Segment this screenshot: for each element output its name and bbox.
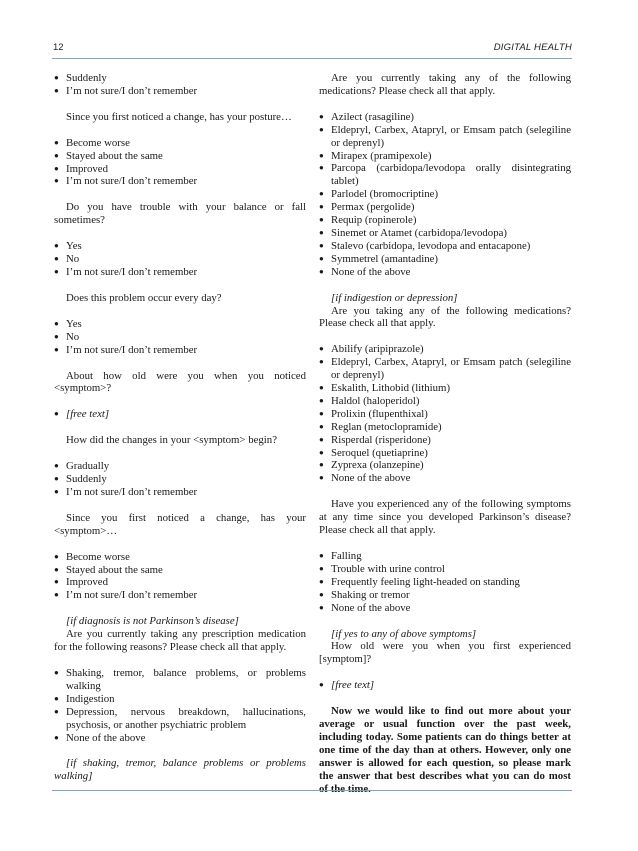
- list-item: ● [free text]: [54, 408, 306, 421]
- condition-indigestion: [if indigestion or depression]: [331, 291, 458, 304]
- list-item: ● Eldepryl, Carbex, Atapryl, or Emsam patch (selegiline or deprenyl): [319, 356, 571, 382]
- list-item: ● Improved: [54, 163, 306, 176]
- list-item: ● Improved: [54, 576, 306, 589]
- list-item: ● Reglan (metoclopramide): [319, 421, 571, 434]
- list-item: ● I’m not sure/I don’t remember: [54, 589, 306, 602]
- question-begin: How did the changes in your <symptom> begin?: [66, 434, 277, 447]
- option-list: [54, 137, 306, 189]
- option-list: [54, 72, 306, 98]
- list-item: ● Risperdal (risperidone): [319, 434, 571, 447]
- list-item: ● Mirapex (pramipexole): [319, 150, 571, 163]
- right-column: [319, 72, 571, 796]
- list-item: ● Seroquel (quetiaprine): [319, 447, 571, 460]
- condition-shaking: [if shaking, tremor, balance problems or problems walking]: [54, 757, 306, 783]
- list-item: ● Sinemet or Atamet (carbidopa/levodopa): [319, 227, 571, 240]
- option-list: [319, 343, 571, 485]
- condition-yes-symptoms: [if yes to any of above symptoms]: [331, 627, 477, 640]
- list-item: ● Parcopa (carbidopa/levodopa orally disintegrating tablet): [319, 162, 571, 188]
- question-balance: Do you have trouble with your balance or fall sometimes?: [54, 201, 306, 227]
- list-item: ● Stayed about the same: [54, 150, 306, 163]
- list-item: ● I’m not sure/I don’t remember: [54, 266, 306, 279]
- list-item: ● None of the above: [319, 266, 571, 279]
- list-item: ● Permax (pergolide): [319, 201, 571, 214]
- list-item: ● Azilect (rasagiline): [319, 111, 571, 124]
- list-item: ● [free text]: [319, 679, 571, 692]
- option-list: [54, 460, 306, 499]
- list-item: ● Become worse: [54, 137, 306, 150]
- list-item: ● None of the above: [319, 602, 571, 615]
- list-item: ● Depression, nervous breakdown, hallucinations, psychosis, or another psychiatric problem: [54, 706, 306, 732]
- question-age-noticed: About how old were you when you noticed <symptom>?: [54, 369, 306, 395]
- question-everyday: Does this problem occur every day?: [66, 291, 222, 304]
- question-medications-2: Are you taking any of the following medications? Please check all that apply.: [319, 304, 571, 330]
- list-item: ● Stalevo (carbidopa, levodopa and entacapone): [319, 240, 571, 253]
- running-title: DIGITAL HEALTH: [493, 42, 572, 53]
- option-list: [54, 408, 306, 421]
- list-item: ● Eldepryl, Carbex, Atapryl, or Emsam patch (selegiline or deprenyl): [319, 124, 571, 150]
- list-item: ● Eskalith, Lithobid (lithium): [319, 382, 571, 395]
- list-item: ● None of the above: [54, 732, 306, 745]
- list-item: ● Yes: [54, 240, 306, 253]
- option-list: [54, 551, 306, 603]
- list-item: ● Haldol (haloperidol): [319, 395, 571, 408]
- list-item: ● Yes: [54, 318, 306, 331]
- list-item: ● Requip (ropinerole): [319, 214, 571, 227]
- list-item: ● No: [54, 253, 306, 266]
- question-prescription: Are you currently taking any prescription medication for the following reasons? Please check all that apply.: [54, 628, 306, 654]
- list-item: ● Prolixin (flupenthixal): [319, 408, 571, 421]
- option-list: [54, 318, 306, 357]
- list-item: ● Zyprexa (olanzepine): [319, 459, 571, 472]
- option-list: [54, 667, 306, 744]
- list-item: ● Abilify (aripiprazole): [319, 343, 571, 356]
- list-item: ● Gradually: [54, 460, 306, 473]
- list-item: ● Symmetrel (amantadine): [319, 253, 571, 266]
- header-rule: [52, 58, 572, 59]
- footer-rule: [52, 790, 572, 791]
- list-item: ● Shaking or tremor: [319, 589, 571, 602]
- list-item: ● Parlodel (bromocriptine): [319, 188, 571, 201]
- condition-diagnosis: [if diagnosis is not Parkinson’s disease]: [66, 615, 239, 628]
- page-number: 12: [53, 42, 64, 53]
- list-item: ● Stayed about the same: [54, 564, 306, 577]
- list-item: ● I’m not sure/I don’t remember: [54, 344, 306, 357]
- left-column: [54, 72, 306, 783]
- question-posture: Since you first noticed a change, has your posture…: [66, 110, 292, 123]
- list-item: ● Suddenly: [54, 473, 306, 486]
- list-item: ● Become worse: [54, 551, 306, 564]
- option-list: [319, 111, 571, 279]
- list-item: ● Frequently feeling light-headed on standing: [319, 576, 571, 589]
- list-item: ● Indigestion: [54, 693, 306, 706]
- question-since-change: Since you first noticed a change, has your <symptom>…: [54, 511, 306, 537]
- list-item: ● I’m not sure/I don’t remember: [54, 486, 306, 499]
- question-medications-1: Are you currently taking any of the following medications? Please check all that apply.: [319, 72, 571, 97]
- list-item: ● No: [54, 331, 306, 344]
- option-list: [319, 679, 571, 692]
- question-age-experienced: How old were you when you first experienced [symptom]?: [319, 640, 571, 666]
- instructions-paragraph: Now we would like to find out more about your average or usual function over the past week, including today. Some patients can do things better at one time of the day than at others. However, only one answer is allowed for each question, so please mark the answer that best describes what you can do most of the time.: [319, 705, 571, 795]
- list-item: ● None of the above: [319, 472, 571, 485]
- list-item: ● Shaking, tremor, balance problems, or problems walking: [54, 667, 306, 693]
- question-symptoms: Have you experienced any of the following symptoms at any time since you developed Parkinson’s disease? Please check all that apply.: [319, 498, 571, 537]
- list-item: ● Suddenly: [54, 72, 306, 85]
- option-list: [54, 240, 306, 279]
- list-item: ● Falling: [319, 550, 571, 563]
- list-item: ● Trouble with urine control: [319, 563, 571, 576]
- list-item: ● I’m not sure/I don’t remember: [54, 175, 306, 188]
- list-item: ● I’m not sure/I don’t remember: [54, 85, 306, 98]
- option-list: [319, 550, 571, 615]
